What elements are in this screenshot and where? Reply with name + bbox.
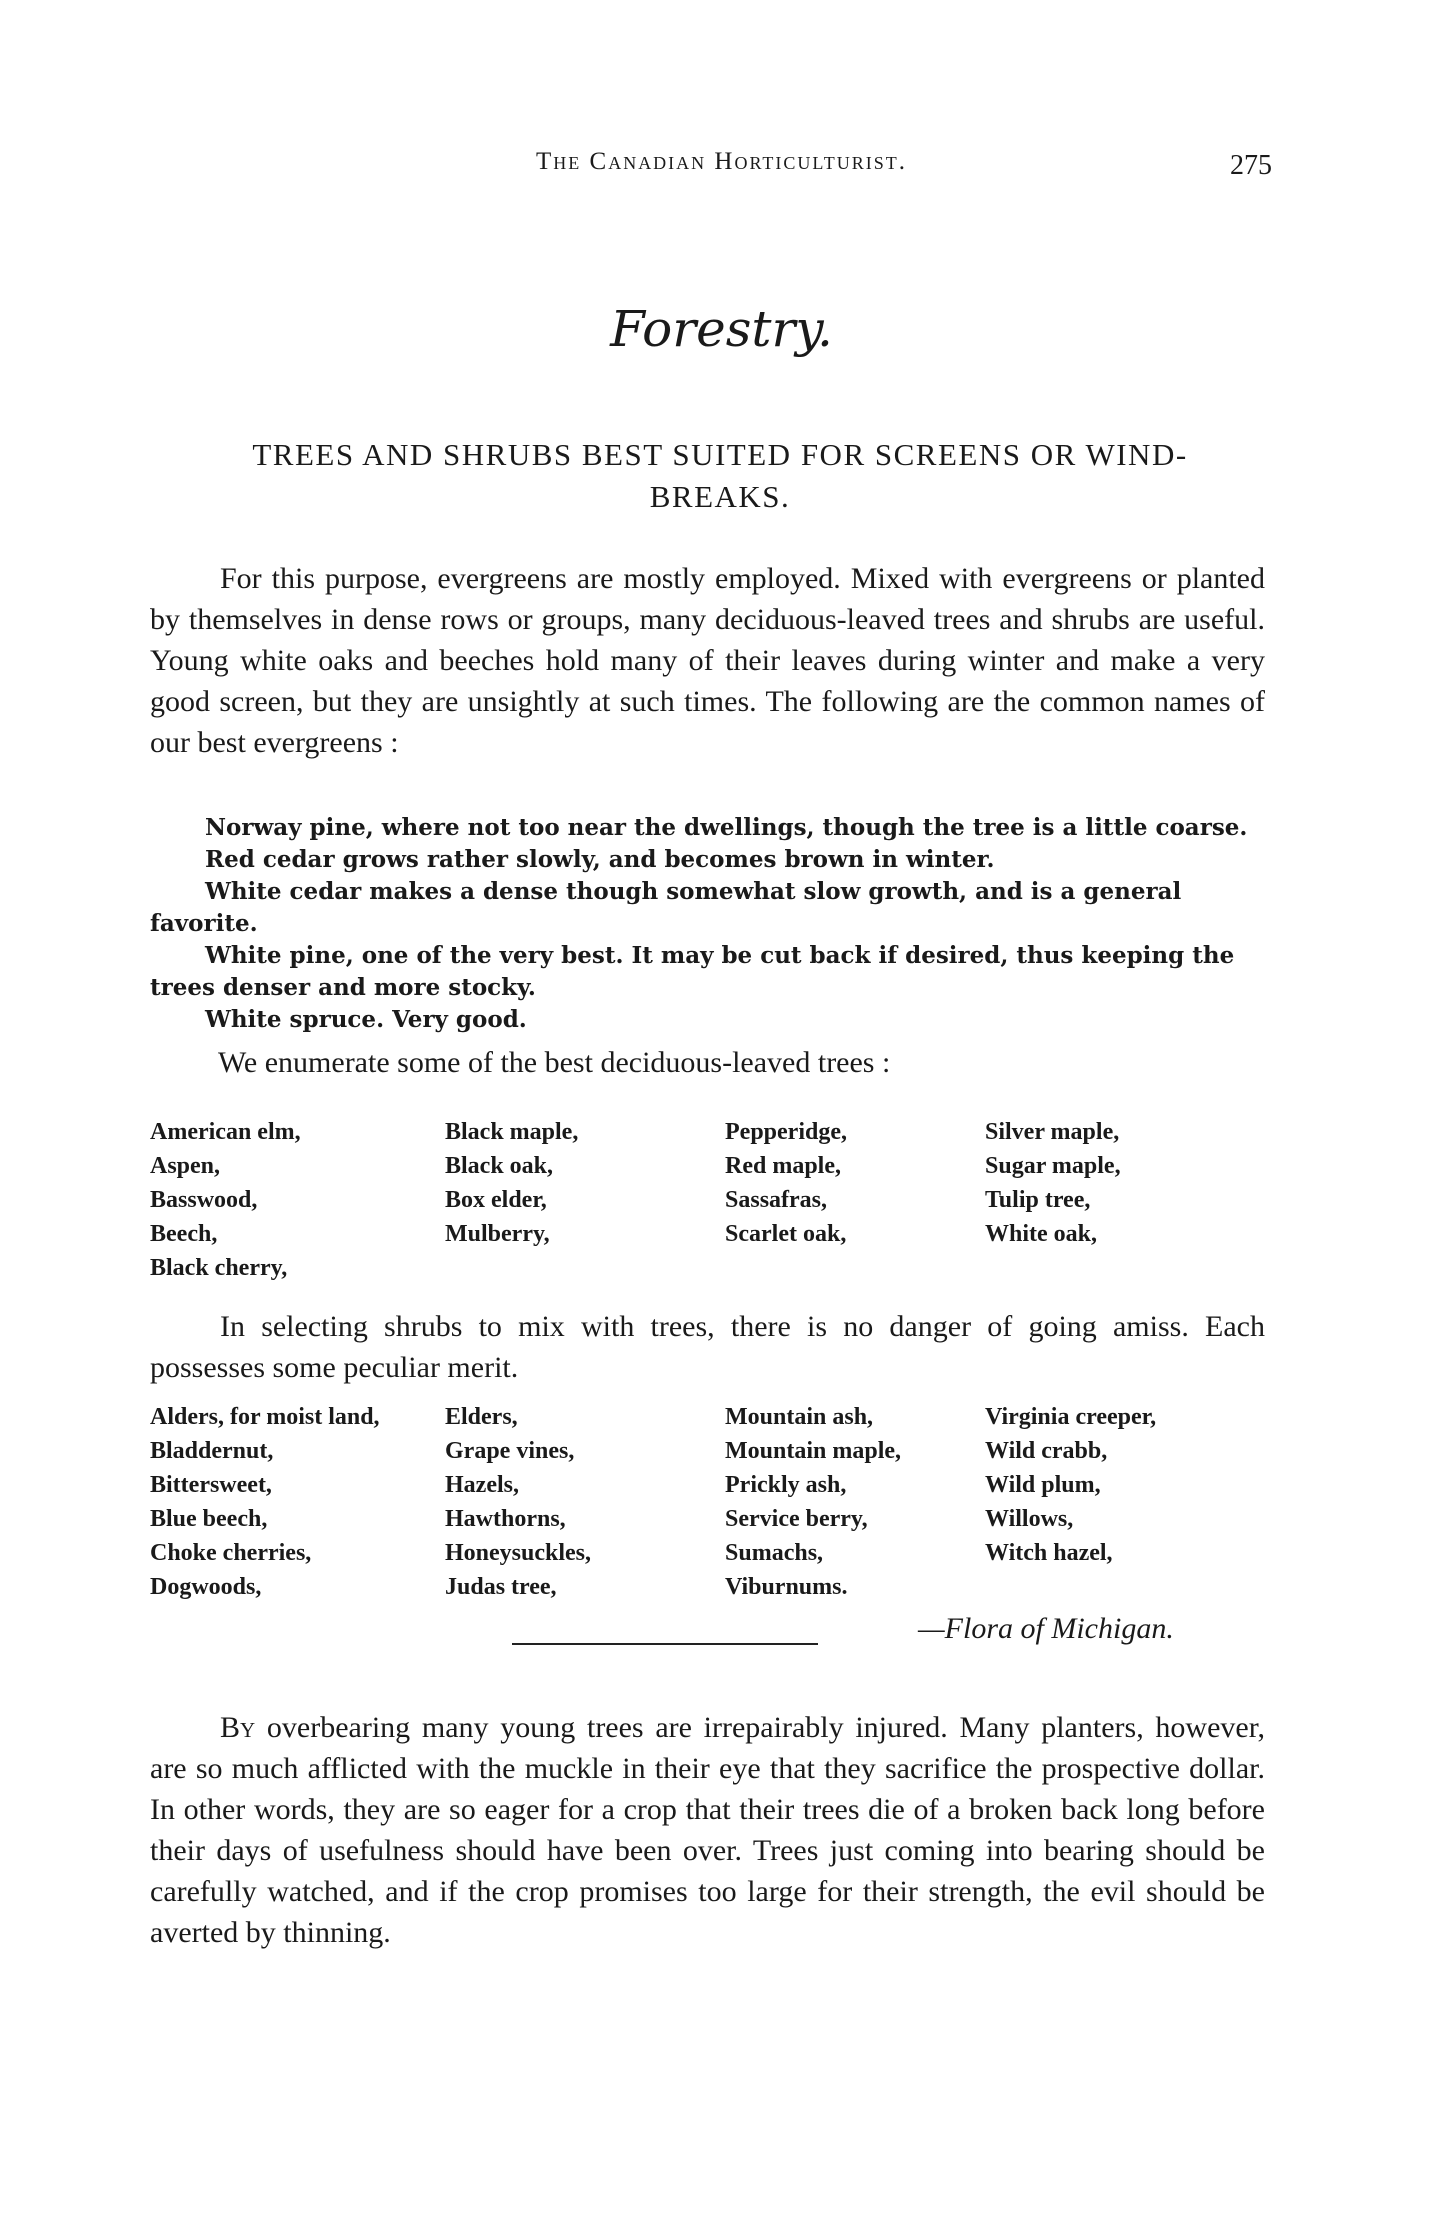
shrub-item: Blue beech, [150, 1506, 268, 1532]
shrub-item: Elders, [445, 1404, 518, 1430]
shrub-item: Alders, for moist land, [150, 1404, 380, 1430]
shrub-item [985, 1570, 1270, 1604]
shrub-item: Willows, [985, 1506, 1074, 1532]
tree-item [725, 1251, 985, 1285]
shrub-item: Bladdernut, [150, 1438, 274, 1464]
shrub-item: Choke cherries, [150, 1540, 312, 1566]
shrub-item: Sumachs, [725, 1540, 824, 1566]
shrub-item: Wild crabb, [985, 1438, 1108, 1464]
shrub-item: Virginia creeper, [985, 1404, 1157, 1430]
closing-lead: By [220, 1711, 256, 1744]
intro-paragraph [150, 558, 1265, 763]
shrub-item: Honeysuckles, [445, 1540, 592, 1566]
section-title: Forestry. [610, 300, 833, 358]
shrub-item: Prickly ash, [725, 1472, 847, 1498]
tree-item: Basswood, [150, 1187, 258, 1213]
shrub-item: Judas tree, [445, 1574, 557, 1600]
evergreen-item: Red cedar grows rather slowly, and becomes brown in winter. [205, 846, 995, 873]
tree-item: Tulip tree, [985, 1187, 1091, 1213]
tree-item: Aspen, [150, 1153, 221, 1179]
shrub-item: Mountain ash, [725, 1404, 874, 1430]
shrub-item: Mountain maple, [725, 1438, 902, 1464]
closing-text: overbearing many young trees are irrepairably injured. Many planters, however, are so much afflicted with the muckle in their eye that they sacrifice the prospective dollar. In other words, they are so eager for a crop that their trees die of a broken back long before their days of usefulness should have been over. Trees just coming into bearing should be carefully watched, and if the crop promises too large for their strength, the evil should be averted by thinning. [150, 1711, 1265, 1949]
evergreen-item: Norway pine, where not too near the dwellings, though the tree is a little coarse. [205, 814, 1248, 841]
section-divider [512, 1643, 818, 1645]
evergreen-item: White spruce. Very good. [205, 1006, 527, 1033]
running-head: The Canadian Horticulturist. [536, 148, 907, 175]
shrub-item: Viburnums. [725, 1574, 848, 1600]
deciduous-trees-list [150, 1115, 1270, 1285]
tree-item: White oak, [985, 1221, 1098, 1247]
article-title: TREES AND SHRUBS BEST SUITED FOR SCREENS OR WIND-BREAKS. [252, 437, 1188, 514]
tree-item: Silver maple, [985, 1119, 1120, 1145]
deciduous-intro: We enumerate some of the best deciduous-leaved trees : [218, 1046, 891, 1079]
shrubs-intro-text: In selecting shrubs to mix with trees, there is no danger of going amiss. Each possesses some peculiar merit. [150, 1310, 1265, 1384]
tree-item [445, 1251, 725, 1285]
tree-item: American elm, [150, 1119, 301, 1145]
shrub-item: Dogwoods, [150, 1574, 262, 1600]
shrub-item: Wild plum, [985, 1472, 1101, 1498]
shrub-item: Witch hazel, [985, 1540, 1113, 1566]
tree-item: Mulberry, [445, 1221, 550, 1247]
evergreen-item: White pine, one of the very best. It may be cut back if desired, thus keeping the trees denser and more stocky. [150, 942, 1235, 1001]
tree-item: Red maple, [725, 1153, 841, 1179]
tree-item: Sassafras, [725, 1187, 828, 1213]
shrubs-list [150, 1400, 1270, 1604]
tree-item [985, 1251, 1270, 1285]
tree-item: Scarlet oak, [725, 1221, 847, 1247]
page-number: 275 [1230, 150, 1272, 181]
shrub-item: Hawthorns, [445, 1506, 566, 1532]
tree-item: Pepperidge, [725, 1119, 847, 1145]
shrubs-intro-paragraph [150, 1306, 1265, 1388]
tree-item: Black maple, [445, 1119, 579, 1145]
shrub-item: Service berry, [725, 1506, 868, 1532]
tree-item: Black cherry, [150, 1255, 288, 1281]
shrub-item: Bittersweet, [150, 1472, 272, 1498]
tree-item: Black oak, [445, 1153, 554, 1179]
evergreen-item: White cedar makes a dense though somewhat slow growth, and is a general favorite. [150, 878, 1182, 937]
tree-item: Box elder, [445, 1187, 547, 1213]
tree-item: Sugar maple, [985, 1153, 1121, 1179]
evergreens-list [150, 812, 1265, 1036]
closing-paragraph [150, 1707, 1265, 1953]
shrub-item: Grape vines, [445, 1438, 575, 1464]
tree-item: Beech, [150, 1221, 218, 1247]
shrub-item: Hazels, [445, 1472, 519, 1498]
intro-text: For this purpose, evergreens are mostly employed. Mixed with evergreens or planted by themselves in dense rows or groups, many deciduous-leaved trees and shrubs are useful. Young white oaks and beeches hold many of their leaves during winter and make a very good screen, but they are unsightly at such times. The following are the common names of our best evergreens : [150, 562, 1265, 759]
attribution: —Flora of Michigan. [918, 1612, 1174, 1645]
